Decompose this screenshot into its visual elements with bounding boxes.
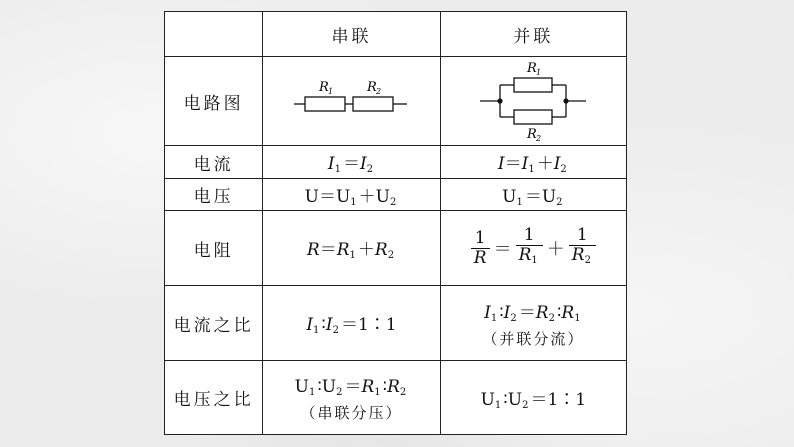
label-voltage-ratio: 电压之比 (165, 361, 263, 435)
series-circuit-cell (263, 57, 440, 146)
svg-text:2: 2 (536, 134, 542, 141)
svg-text:1: 1 (536, 68, 542, 77)
series-r2-label: R (367, 80, 378, 95)
parallel-r2-label: R (527, 127, 538, 141)
fraction-1-over-r: $\frac{1}{R}$ (471, 229, 490, 268)
label-circuit-diagram: 电路图 (165, 57, 263, 146)
parallel-circuit-cell (440, 57, 626, 146)
header-series: 串联 (263, 12, 440, 57)
row-circuit-diagram (165, 57, 627, 146)
parallel-circuit-diagram (478, 57, 588, 141)
parallel-r1-label: R (527, 61, 538, 76)
row-voltage-ratio (165, 361, 627, 435)
label-current: 电流 (165, 146, 263, 179)
series-voltage-formula: $U=U_1 +U_2$ (263, 179, 440, 211)
series-current-formula: $I_1 =I_2$ (263, 146, 440, 179)
series-divides-voltage-note: （串联分压） (300, 404, 403, 422)
series-circuit-diagram (291, 74, 411, 124)
parallel-current-formula: $I=I_1 +I_2$ (440, 146, 626, 179)
row-voltage (165, 179, 627, 211)
fraction-1-over-r1: $\frac{1}{R_1}$ (516, 226, 543, 270)
label-resistance: 电阻 (165, 211, 263, 286)
parallel-resistance-formula: $\frac{1}{R}$ ＝ $\frac{1}{R_1}$ ＋ $\frac{1}{R_2}$ (440, 211, 626, 286)
parallel-current-ratio-formula: $I_1$ $∶I_2 =R_2$ $∶R_1$ （并联分流） (440, 286, 626, 361)
series-voltage-ratio-formula: $U_1$ $∶U_2 =R_1$ $∶R_2$ （串联分压） (263, 361, 440, 435)
label-current-ratio: 电流之比 (165, 286, 263, 361)
parallel-voltage-formula: $U_1 =U_2$ (440, 179, 626, 211)
series-parallel-comparison-table (164, 11, 627, 435)
row-current (165, 146, 627, 179)
parallel-divides-current-note: （并联分流） (482, 329, 585, 348)
series-r1-label: R (319, 80, 330, 95)
table-header-row (165, 12, 627, 57)
svg-text:2: 2 (376, 87, 382, 96)
label-voltage: 电压 (165, 179, 263, 211)
parallel-voltage-ratio-formula: $U_1$ $∶U_2$ ＝1∶1 (440, 361, 626, 435)
header-parallel: 并联 (440, 12, 626, 57)
row-current-ratio (165, 286, 627, 361)
svg-text:1: 1 (328, 87, 334, 96)
series-resistance-formula: $R=R_1 +R_2$ (263, 211, 440, 286)
header-empty-cell (165, 12, 263, 57)
series-current-ratio-formula: $I_1$ $∶I_2$ ＝1∶1 (263, 286, 440, 361)
row-resistance (165, 211, 627, 286)
fraction-1-over-r2: $\frac{1}{R_2}$ (569, 226, 596, 270)
